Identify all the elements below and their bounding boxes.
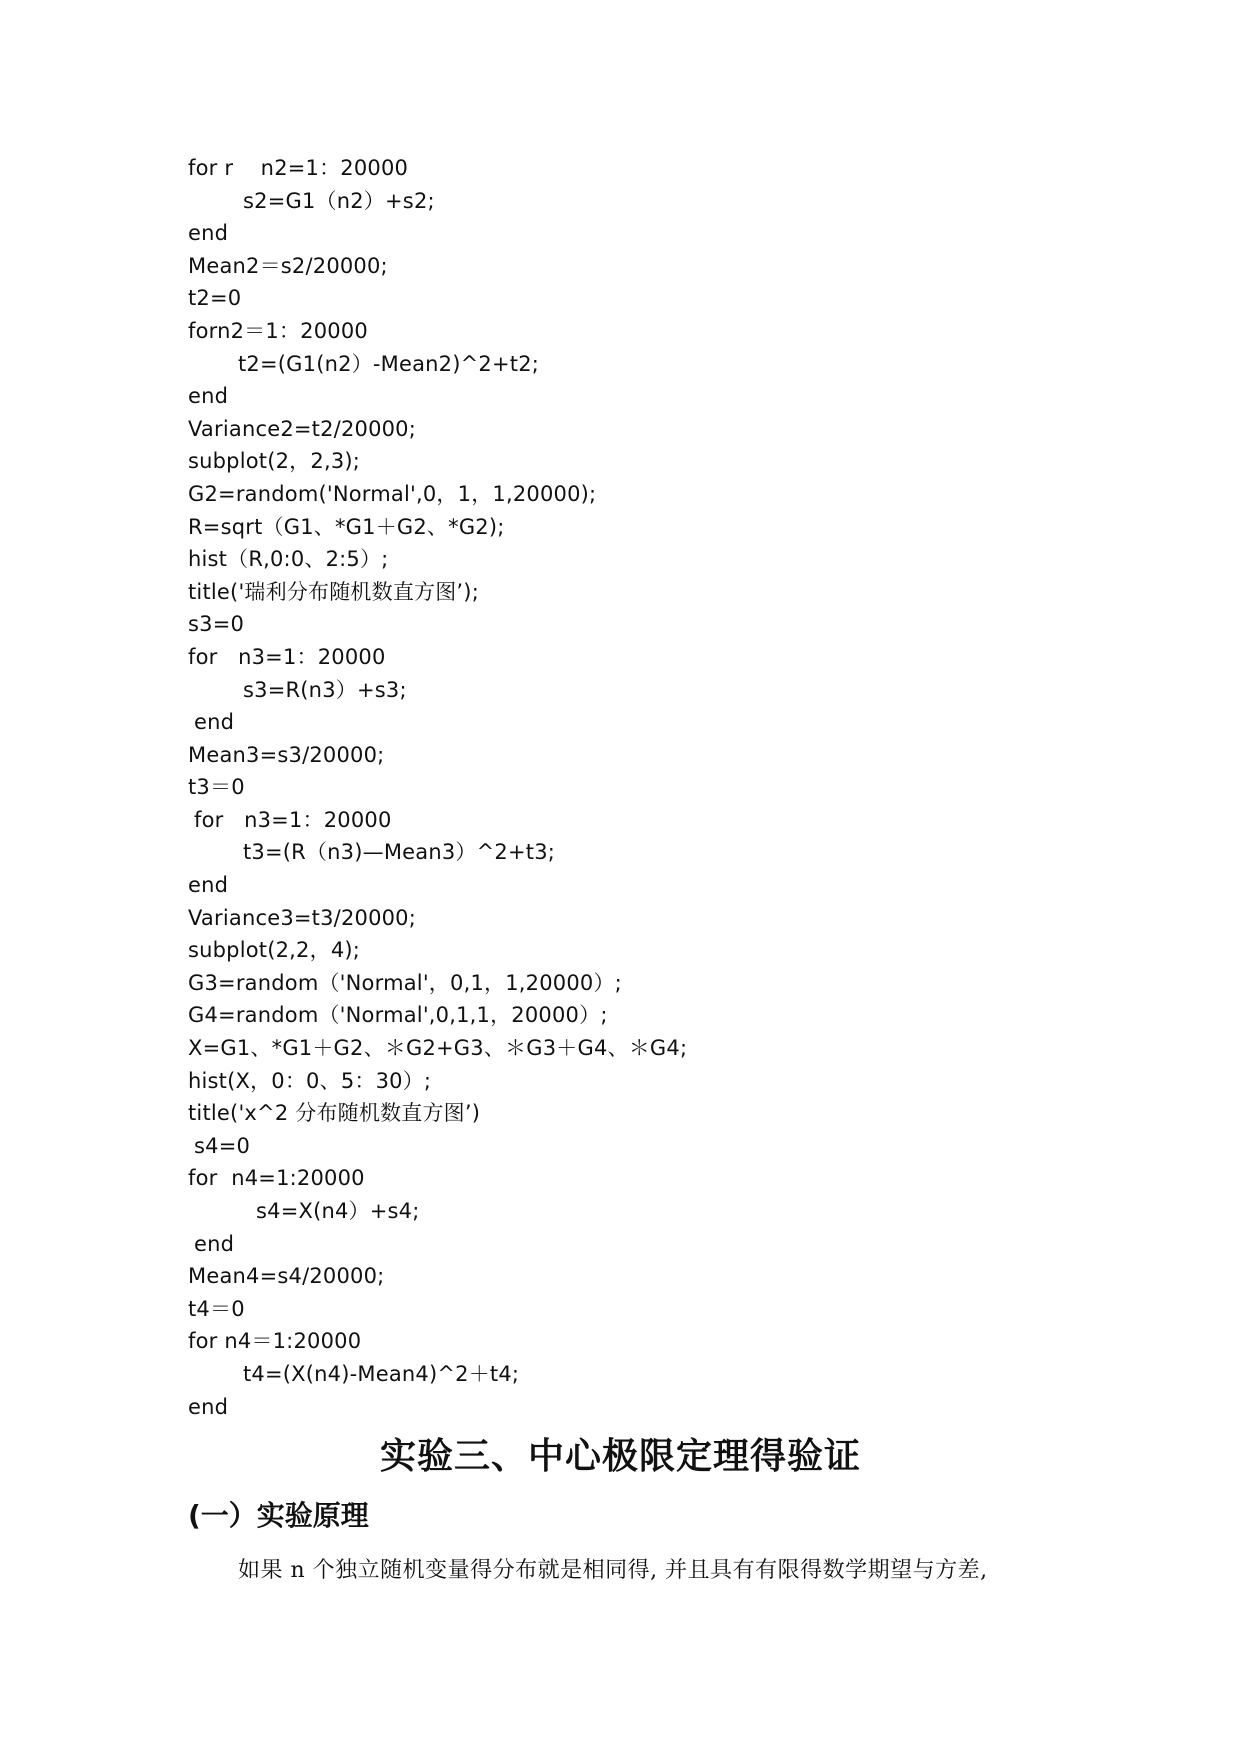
code-line: end <box>188 1394 229 1419</box>
code-line: G3=random（'Normal'，0,1，1,20000）; <box>188 970 622 995</box>
code-line: forn2＝1：20000 <box>188 318 368 343</box>
code-line: title('x^2 分布随机数直方图’) <box>188 1101 481 1126</box>
code-line: hist(X，0：0、5：30）; <box>188 1068 432 1093</box>
code-line: hist（R,0:0、2:5）; <box>188 547 389 572</box>
code-line: for r n2=1：20000 <box>188 156 409 180</box>
code-line: t2=(G1(n2）-Mean2)^2+t2; <box>238 351 540 376</box>
code-line: s2=G1（n2）+s2; <box>243 188 435 213</box>
code-line: t4=(X(n4)-Mean4)^2＋t4; <box>243 1361 520 1386</box>
code-line: R=sqrt（G1、*G1＋G2、*G2); <box>188 514 505 539</box>
code-line: G4=random（'Normal',0,1,1，20000）; <box>188 1003 608 1028</box>
code-line: end <box>188 221 229 246</box>
code-line: X=G1、*G1＋G2、＊G2+G3、＊G3＋G4、＊G4; <box>188 1036 688 1061</box>
code-line: Mean2＝s2/20000; <box>188 253 388 278</box>
code-line: subplot(2，2,3); <box>188 449 361 474</box>
code-line: for n3=1：20000 <box>188 644 386 669</box>
code-line: s3=R(n3）+s3; <box>243 677 407 702</box>
code-line: title('瑞利分布随机数直方图’); <box>188 579 479 604</box>
code-line: s3=0 <box>188 612 245 637</box>
code-line: for n4=1:20000 <box>188 1166 365 1191</box>
code-line: for n3=1：20000 <box>194 807 392 832</box>
code-line: t3＝0 <box>188 775 245 800</box>
body-paragraph: 如果 n 个独立随机变量得分布就是相同得, 并且具有有限得数学期望与方差, <box>238 1558 988 1583</box>
code-line: Variance2=t2/20000; <box>188 416 417 441</box>
section-title: 实验三、中心极限定理得验证 <box>379 1436 861 1477</box>
code-line: end <box>194 1231 235 1256</box>
code-line: G2=random('Normal',0，1，1,20000); <box>188 481 597 506</box>
code-line: Mean4=s4/20000; <box>188 1264 385 1289</box>
code-line: end <box>194 710 235 735</box>
code-line: s4=0 <box>194 1133 251 1158</box>
code-line: end <box>188 384 229 409</box>
code-line: t3=(R（n3)—Mean3）^2+t3; <box>243 840 556 865</box>
code-line: for n4＝1:20000 <box>188 1329 362 1354</box>
code-line: Mean3=s3/20000; <box>188 742 385 767</box>
subsection-title: (一）实验原理 <box>188 1499 369 1532</box>
code-line: s4=X(n4）+s4; <box>256 1199 420 1223</box>
code-line: t2=0 <box>188 286 242 311</box>
code-line: t4＝0 <box>188 1296 245 1321</box>
code-line: end <box>188 873 229 898</box>
code-line: Variance3=t3/20000; <box>188 905 417 930</box>
code-block <box>188 152 1088 1423</box>
code-line: subplot(2,2，4); <box>188 938 361 963</box>
